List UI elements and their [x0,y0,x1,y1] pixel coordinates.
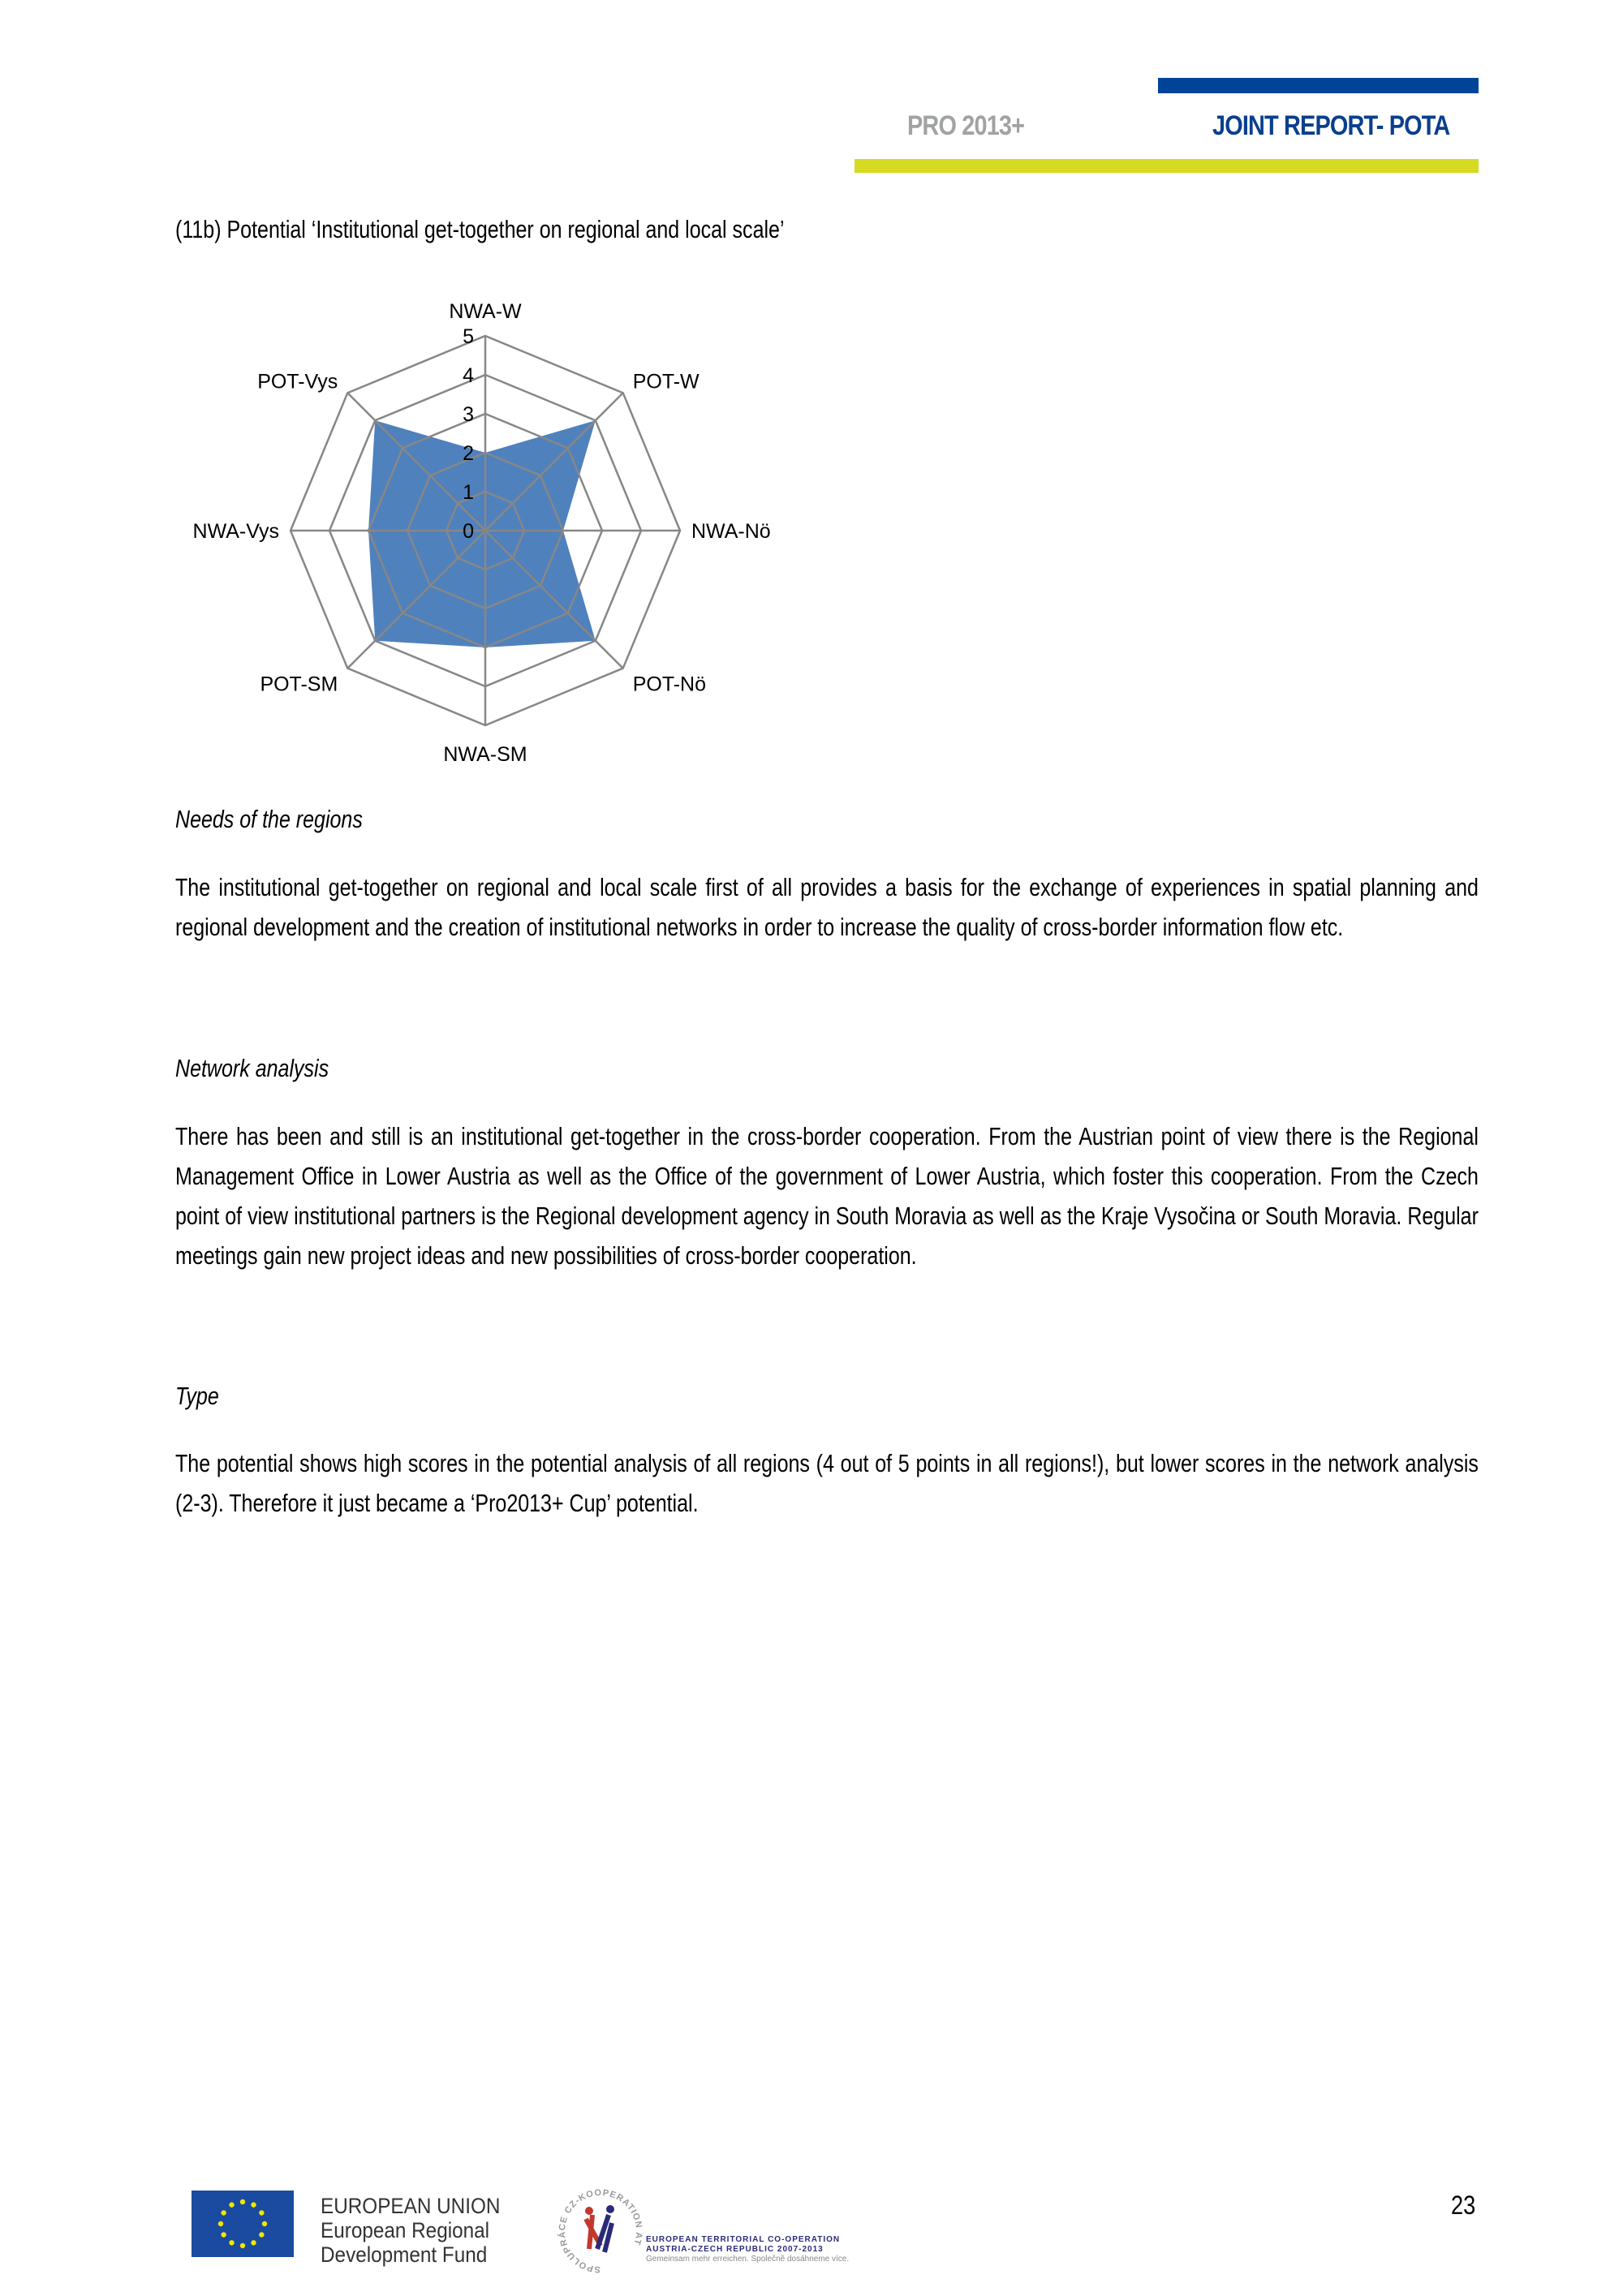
eu-star-icon [218,2221,223,2226]
eu-line: Development Fund [321,2242,488,2267]
radar-tick-label: 4 [463,364,474,387]
eu-fund-text [321,2194,500,2267]
eu-star-icon [259,2232,264,2237]
eu-flag-logo [192,2191,294,2257]
section-heading-network: Network analysis [175,1054,329,1082]
eu-star-icon [221,2232,226,2237]
coop-line: AUSTRIA-CZECH REPUBLIC 2007-2013 [646,2245,824,2254]
section-body-needs: The institutional get-together on regional and local scale first of all provides a basis for the exchange of experiences in spatial planning and regional development and the creation of institutional networks in order to increase the quality of cross-border information flow etc. [175,873,1479,941]
header-report-title: JOINT REPORT- POTA [1212,110,1450,141]
radar-axis-label: POT-Vys [257,370,338,393]
section-body-type: The potential shows high scores in the potential analysis of all regions (4 out of 5 points in all regions!), but lower scores in the network analysis (2-3). Therefore it just became a ‘Pro2013+ Cup’ potential. [175,1449,1479,1517]
eu-line: EUROPEAN UNION [321,2194,501,2218]
eu-star-icon [229,2202,234,2207]
section-heading-type: Type [175,1382,219,1410]
eu-star-icon [221,2210,226,2215]
radar-axis-label: NWA-W [449,300,522,323]
radar-tick-label: 2 [463,442,474,465]
radar-tick-label: 3 [463,403,474,426]
radar-axis-label: POT-W [632,370,700,393]
radar-axis-label: NWA-SM [443,743,527,766]
radar-axis-label: NWA-Nö [691,520,771,543]
radar-chart [162,292,812,779]
eu-star-icon [262,2221,267,2226]
eu-star-icon [251,2202,256,2207]
coop-line: Gemeinsam mehr erreichen. Společně dosáhneme více. [646,2255,850,2264]
eu-star-icon [251,2240,256,2245]
eu-star-icon [259,2210,264,2215]
eu-star-icon [229,2240,234,2245]
section-body-network: There has been and still is an institutional get-together in the cross-border cooperation. From the Austrian point of view there is the Regional Management Office in Lower Austria as well as the Office of the government of Lower Austria, which foster this cooperation. From the Czech point of view institutional partners is the Regional development agency in South Moravia as well as the Kraje Vysočina or South Moravia. Regular meetings gain new project ideas and new possibilities of cross-border cooperation. [175,1122,1479,1270]
eu-star-icon [240,2243,245,2248]
section-heading-needs: Needs of the regions [175,805,363,833]
cooperation-logo [552,2182,649,2280]
header-yellow-bar [855,159,1479,173]
radar-axis-label: POT-Nö [632,673,707,696]
radar-axis-label: POT-SM [260,673,338,696]
eu-star-icon [240,2199,245,2204]
page-number: 23 [1451,2191,1476,2220]
header-project-title: PRO 2013+ [907,110,1025,141]
radar-axis-label: NWA-Vys [192,520,279,543]
figure-caption: (11b) Potential ‘Institutional get-together on regional and local scale’ [175,215,785,243]
coop-ring-text [557,2188,644,2274]
radar-tick-label: 1 [463,481,474,504]
eu-line: European Regional [321,2218,490,2242]
header-blue-bar [1158,78,1479,93]
coop-line: EUROPEAN TERRITORIAL CO-OPERATION [646,2235,841,2244]
radar-tick-label: 0 [463,520,474,543]
cooperation-text [646,2235,849,2264]
coop-ring-text-path: SPOLUPRÁCE CZ-KOOPERATION AT [557,2187,644,2275]
radar-tick-label: 5 [463,325,474,348]
